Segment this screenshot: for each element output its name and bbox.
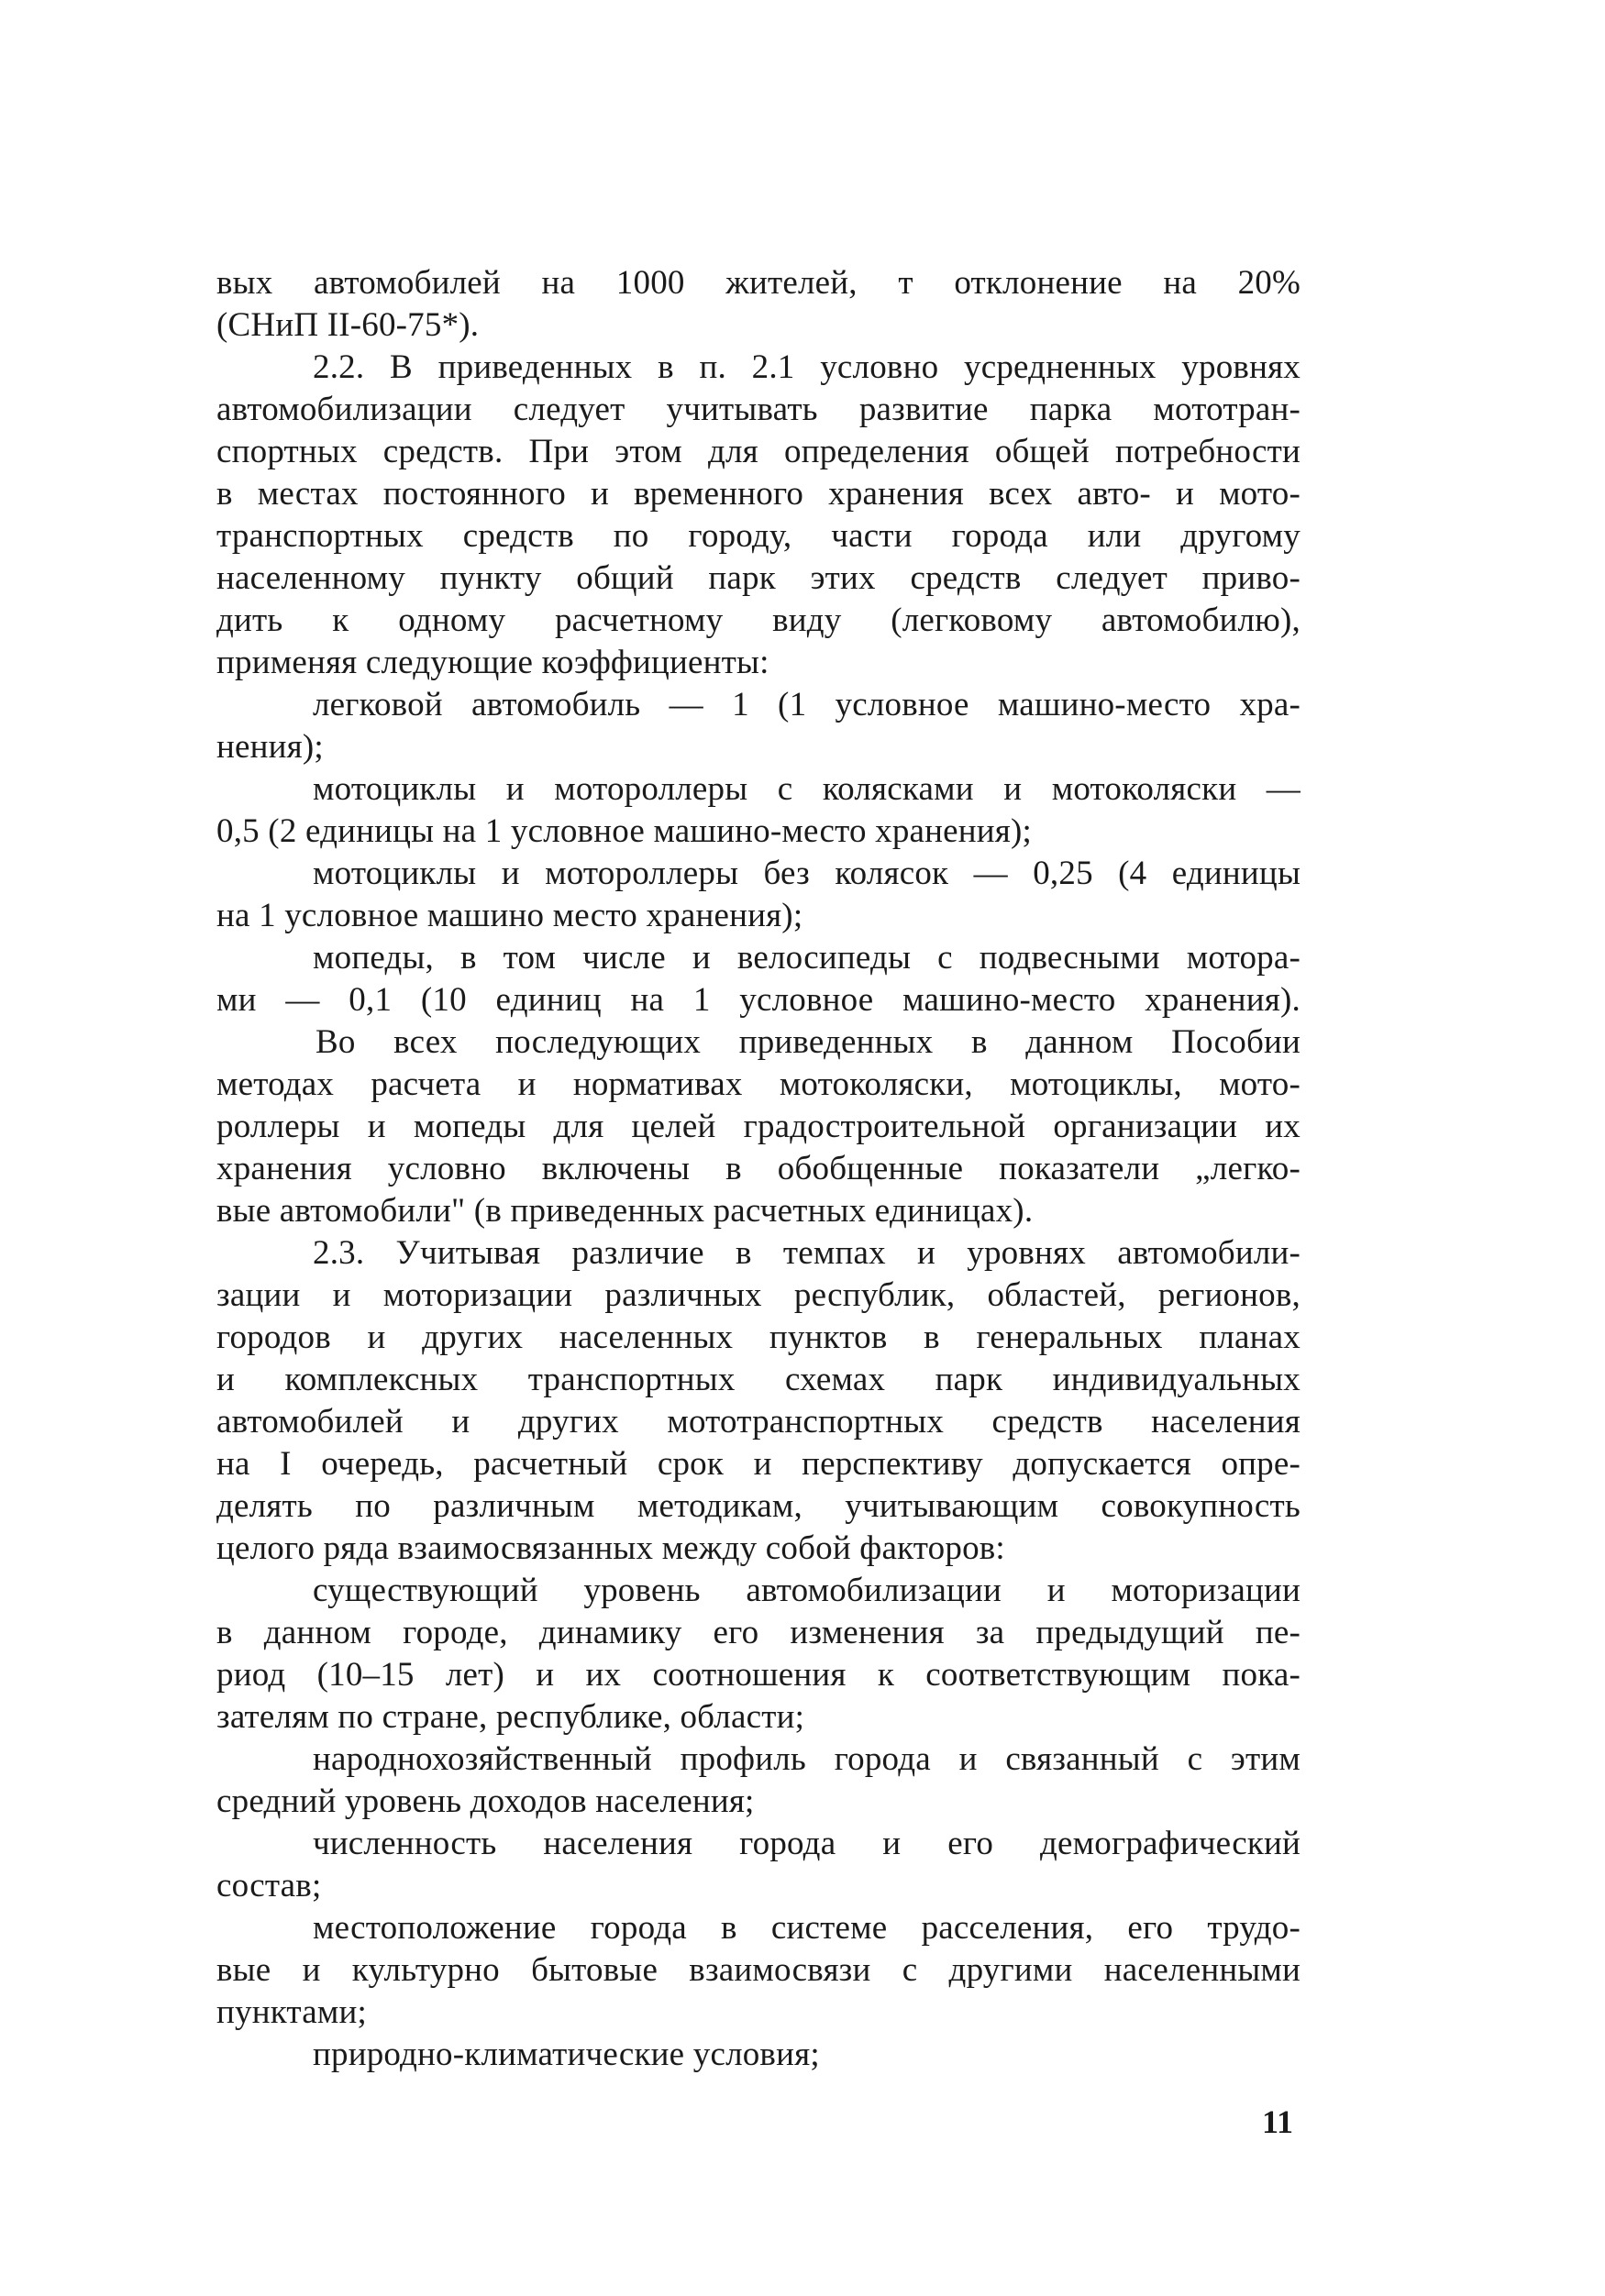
text-line: 0,5 (2 единицы на 1 условное машино-место хранения); [216, 812, 1033, 850]
text-line: средний уровень доходов населения; [216, 1783, 755, 1820]
text-line: автомобилей и других мототранспортных средств населения [216, 1403, 1301, 1441]
text-line: 2.2. В приведенных в п. 2.1 условно усредненных уровнях [313, 348, 1301, 386]
text-line: зации и моторизации различных республик, областей, регионов, [216, 1276, 1301, 1314]
text-line: мопеды, в том числе и велосипеды с подвесными мотора- [313, 939, 1301, 977]
text-line: Во всех последующих приведенных в данном Пособии [315, 1023, 1301, 1061]
text-line: в данном городе, динамику его изменения за предыдущий пе- [216, 1614, 1301, 1651]
text-line: существующий уровень автомобилизации и моторизации [313, 1572, 1301, 1609]
text-line: спортных средств. При этом для определения общей потребности [216, 433, 1301, 470]
text-line: вые и культурно бытовые взаимосвязи с другими населенными [216, 1951, 1301, 1989]
text-line: применяя следующие коэффициенты: [216, 644, 769, 681]
text-line: мотоциклы и мотороллеры с колясками и мотоколяски — [313, 770, 1301, 808]
text-line: нения); [216, 728, 324, 766]
text-line: риод (10–15 лет) и их соотношения к соответствующим пока- [216, 1656, 1301, 1694]
text-line: 2.3. Учитывая различие в темпах и уровнях автомобили- [313, 1234, 1301, 1272]
text-line: и комплексных транспортных схемах парк индивидуальных [216, 1361, 1301, 1398]
document-body [216, 262, 1301, 2076]
text-line: городов и других населенных пунктов в генеральных планах [216, 1319, 1301, 1356]
text-line: пунктами; [216, 1993, 367, 2031]
text-line: хранения условно включены в обобщенные показатели „легко- [216, 1150, 1301, 1187]
text-line: народнохозяйственный профиль города и связанный с этим [313, 1740, 1301, 1778]
text-line: на I очередь, расчетный срок и перспективу допускается опре- [216, 1445, 1301, 1483]
text-line: целого ряда взаимосвязанных между собой факторов: [216, 1529, 1005, 1567]
text-line: легковой автомобиль — 1 (1 условное машино-место хра- [313, 686, 1301, 723]
text-line: в местах постоянного и временного хранения всех авто- и мото- [216, 475, 1301, 513]
text-line: мотоциклы и мотороллеры без колясок — 0,25 (4 единицы [313, 855, 1301, 892]
text-line: роллеры и мопеды для целей градостроительной организации их [216, 1108, 1301, 1145]
text-line: делять по различным методикам, учитывающим совокупность [216, 1487, 1301, 1525]
text-line: дить к одному расчетному виду (легковому автомобилю), [216, 602, 1301, 639]
text-line: автомобилизации следует учитывать развитие парка мототран- [216, 391, 1301, 428]
text-line: состав; [216, 1867, 322, 1904]
text-line: зателям по стране, республике, области; [216, 1698, 805, 1736]
text-line: транспортных средств по городу, части города или другому [216, 517, 1301, 555]
text-line: природно-климатические условия; [313, 2036, 820, 2073]
text-line: численность населения города и его демографический [313, 1825, 1301, 1862]
text-line: населенному пункту общий парк этих средств следует приво- [216, 559, 1301, 597]
text-line: на 1 условное машино место хранения); [216, 897, 803, 934]
page-number: 11 [1262, 2103, 1294, 2140]
text-line: вых автомобилей на 1000 жителей, т отклонение на 20% [216, 264, 1301, 302]
text-line: вые автомобили" (в приведенных расчетных единицах). [216, 1192, 1034, 1230]
text-line: местоположение города в системе расселения, его трудо- [313, 1909, 1301, 1947]
text-line: (СНиП II-60-75*). [216, 306, 480, 344]
text-line: методах расчета и нормативах мотоколяски, мотоциклы, мото- [216, 1065, 1301, 1103]
text-line: ми — 0,1 (10 единиц на 1 условное машино-место хранения). [216, 981, 1301, 1019]
